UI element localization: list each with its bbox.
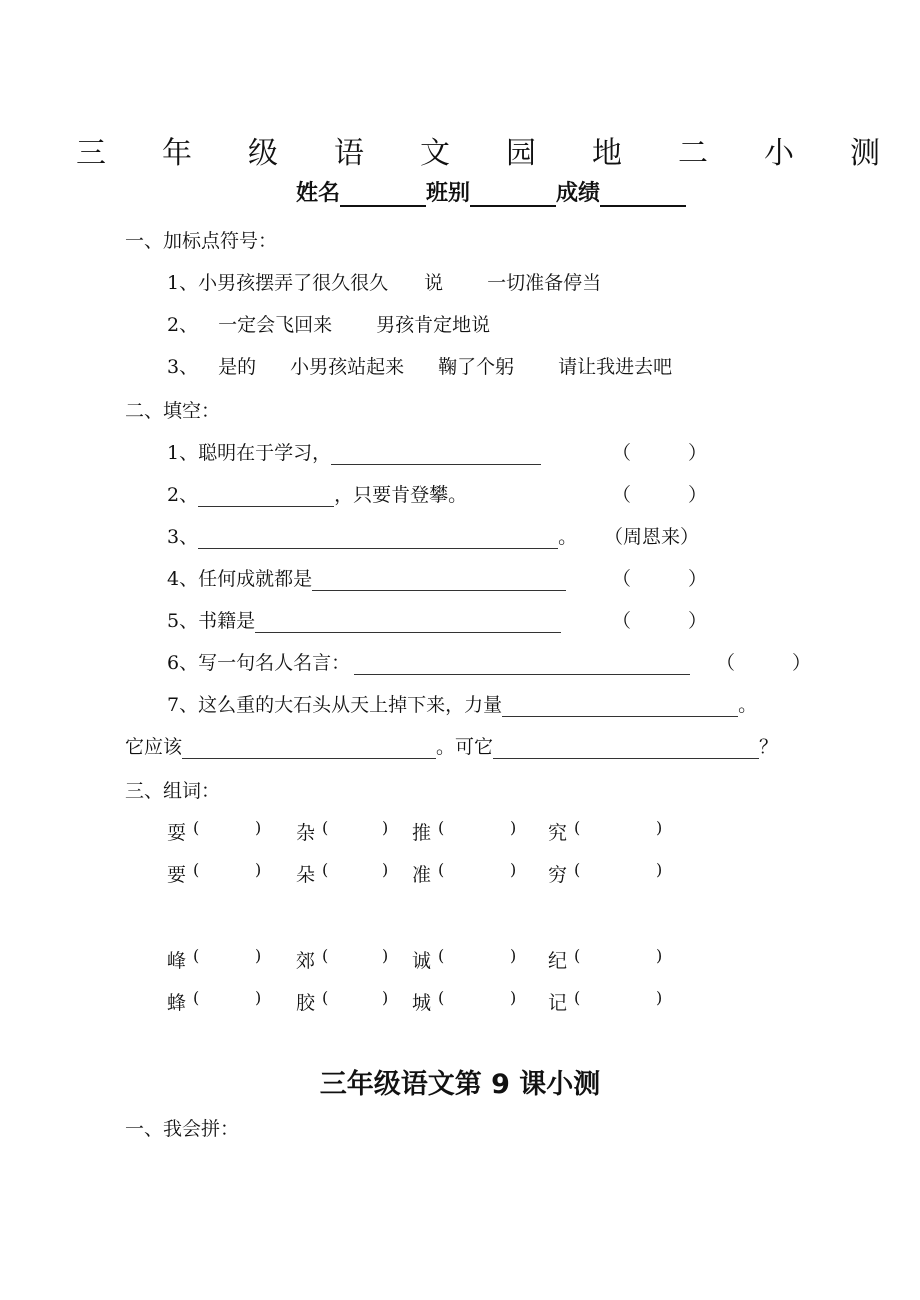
title-char: 三 <box>76 136 106 171</box>
close-paren: ) <box>656 818 663 837</box>
item-number: 3、 <box>167 356 199 378</box>
close-paren: ) <box>510 946 517 965</box>
close-paren: ) <box>382 988 389 1007</box>
item-number: 2、 <box>167 314 199 336</box>
section4-heading: 一、我会拼： <box>125 1118 240 1140</box>
fill-item-1 <box>167 438 541 465</box>
source-paren[interactable]: （ ） <box>612 442 708 464</box>
answer-blank[interactable] <box>331 444 541 465</box>
item-text: ？ <box>759 736 779 758</box>
title-char: 文 <box>420 136 450 171</box>
title-char: 园 <box>506 136 536 171</box>
word-char: 推 <box>412 822 432 844</box>
close-paren: ) <box>382 818 389 837</box>
item-text: 它应该 <box>125 736 183 758</box>
source-paren[interactable]: （ ） <box>612 610 708 632</box>
fill-item-7-line1 <box>167 690 757 717</box>
name-blank[interactable] <box>340 181 426 207</box>
fill-item-3 <box>167 522 577 549</box>
name-label: 姓名 <box>296 181 341 206</box>
answer-blank[interactable] <box>354 654 690 675</box>
item-text: 。可它 <box>436 736 494 758</box>
word-char: 纪 <box>548 950 568 972</box>
open-paren[interactable]: ( <box>322 860 329 879</box>
item-number: 3、 <box>167 526 199 548</box>
section1-heading: 一、加标点符号： <box>125 230 278 252</box>
open-paren[interactable]: ( <box>193 818 200 837</box>
source-paren[interactable]: （ ） <box>612 568 708 590</box>
open-paren[interactable]: ( <box>574 818 581 837</box>
word-char: 郊 <box>296 950 316 972</box>
item-text: 说 <box>424 272 444 294</box>
close-paren: ) <box>656 946 663 965</box>
word-char: 胶 <box>296 992 316 1014</box>
fill-item-5 <box>167 606 561 633</box>
worksheet-title <box>0 128 920 172</box>
title-char: 二 <box>678 136 708 171</box>
source-paren[interactable]: （ ） <box>612 484 708 506</box>
title-char: 级 <box>248 136 278 171</box>
item-number: 6、 <box>167 652 199 674</box>
open-paren[interactable]: ( <box>438 946 445 965</box>
open-paren[interactable]: ( <box>193 988 200 1007</box>
open-paren[interactable]: ( <box>193 860 200 879</box>
title-char: 语 <box>334 136 364 171</box>
item-number: 5、 <box>167 610 199 632</box>
answer-blank[interactable] <box>255 612 561 633</box>
item-text: ，只要肯登攀。 <box>334 484 468 506</box>
item-number: 4、 <box>167 568 199 590</box>
item-text: 小男孩摆弄了很久很久 <box>198 272 389 294</box>
item-text: 。 <box>738 694 758 716</box>
answer-blank[interactable] <box>198 528 558 549</box>
item-text: 。 <box>558 526 578 548</box>
punctuation-item-3 <box>167 352 672 379</box>
fill-item-2 <box>167 480 467 507</box>
item-text: 请让我进去吧 <box>558 356 673 378</box>
open-paren[interactable]: ( <box>322 946 329 965</box>
close-paren: ) <box>382 860 389 879</box>
word-char: 城 <box>412 992 432 1014</box>
item-number: 1、 <box>167 442 199 464</box>
source-paren[interactable]: （ ） <box>716 652 812 674</box>
word-char: 耍 <box>167 822 187 844</box>
word-char: 要 <box>167 864 187 886</box>
source-paren: （周恩来） <box>604 526 700 548</box>
answer-blank[interactable] <box>312 570 566 591</box>
class-label: 班别 <box>426 181 471 206</box>
open-paren[interactable]: ( <box>574 860 581 879</box>
fill-item-4 <box>167 564 566 591</box>
close-paren: ) <box>510 988 517 1007</box>
close-paren: ) <box>255 988 262 1007</box>
word-char: 穷 <box>548 864 568 886</box>
item-text: 鞠了个躬 <box>438 356 515 378</box>
close-paren: ) <box>510 860 517 879</box>
item-text: 这么重的大石头从天上掉下来，力量 <box>198 694 503 716</box>
word-char: 杂 <box>296 822 316 844</box>
close-paren: ) <box>656 860 663 879</box>
word-char: 诚 <box>412 950 432 972</box>
close-paren: ) <box>255 818 262 837</box>
item-number: 7、 <box>167 694 199 716</box>
item-text: 写一句名人名言： <box>198 652 351 674</box>
section3-heading: 三、组词： <box>125 780 221 802</box>
open-paren[interactable]: ( <box>574 946 581 965</box>
close-paren: ) <box>255 946 262 965</box>
punctuation-item-1 <box>167 268 601 295</box>
student-info-line <box>296 176 686 207</box>
word-char: 准 <box>412 864 432 886</box>
open-paren[interactable]: ( <box>322 818 329 837</box>
close-paren: ) <box>255 860 262 879</box>
item-number: 1、 <box>167 272 199 294</box>
punctuation-item-2 <box>167 310 490 337</box>
item-text: 是的 <box>218 356 257 378</box>
fill-item-7-line2 <box>125 732 778 759</box>
open-paren[interactable]: ( <box>574 988 581 1007</box>
second-worksheet-title: 三年级语文第 9 课小测 <box>319 1069 601 1100</box>
item-text: 男孩肯定地说 <box>376 314 491 336</box>
item-text: 小男孩站起来 <box>290 356 405 378</box>
close-paren: ) <box>656 988 663 1007</box>
item-text: 聪明在于学习， <box>198 442 332 464</box>
close-paren: ) <box>510 818 517 837</box>
title-char: 测 <box>850 136 880 171</box>
score-label: 成绩 <box>556 181 601 206</box>
word-char: 朵 <box>296 864 316 886</box>
open-paren[interactable]: ( <box>438 818 445 837</box>
open-paren[interactable]: ( <box>438 860 445 879</box>
class-blank[interactable] <box>470 181 556 207</box>
item-text: 任何成就都是 <box>198 568 313 590</box>
score-blank[interactable] <box>600 181 686 207</box>
item-number: 2、 <box>167 484 199 506</box>
fill-item-6 <box>167 648 690 675</box>
word-char: 峰 <box>167 950 187 972</box>
open-paren[interactable]: ( <box>322 988 329 1007</box>
answer-blank[interactable] <box>198 486 334 507</box>
open-paren[interactable]: ( <box>438 988 445 1007</box>
word-char: 究 <box>548 822 568 844</box>
answer-blank[interactable] <box>493 738 759 759</box>
item-text: 一定会飞回来 <box>218 314 333 336</box>
item-text: 一切准备停当 <box>487 272 602 294</box>
close-paren: ) <box>382 946 389 965</box>
title-char: 地 <box>592 136 622 171</box>
word-char: 记 <box>548 992 568 1014</box>
title-char: 年 <box>162 136 192 171</box>
open-paren[interactable]: ( <box>193 946 200 965</box>
item-text: 书籍是 <box>198 610 256 632</box>
word-char: 蜂 <box>167 992 187 1014</box>
answer-blank[interactable] <box>502 696 738 717</box>
title-char: 小 <box>764 136 794 171</box>
answer-blank[interactable] <box>182 738 436 759</box>
section2-heading: 二、填空： <box>125 400 221 422</box>
